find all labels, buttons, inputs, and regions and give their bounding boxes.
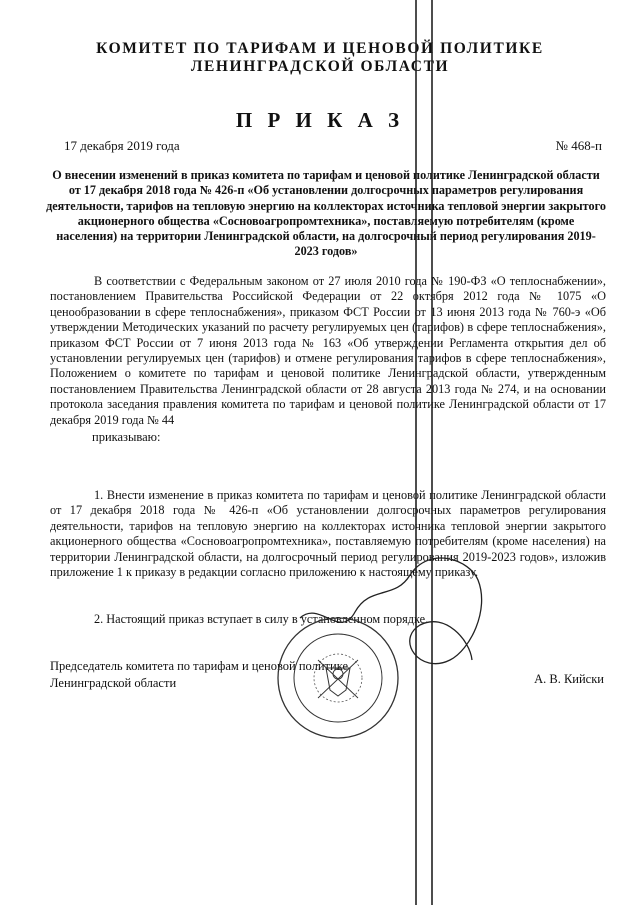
handwritten-signature: [300, 558, 482, 664]
document-date: 17 декабря 2019 года: [64, 138, 180, 153]
preamble-paragraph: В соответствии с Федеральным законом от 27 июля 2010 года № 190-ФЗ «О теплоснабжении», постановлением Правительства Российской Федерации от 22 октября 2012 года № 1075 «О ценообразовании в сфере теплоснабжения», приказом ФСТ России от 13 июня 2013 года № 760-э «Об утверждении Методических указаний по расчету регулируемых цен (тарифов) в сфере теплоснабжения», приказом ФСТ России от 7 июня 2013 года № 163 «Об утверждении Регламента открытия дел об установлении регулируемых цен (тарифов) и отмене регулирования тарифов в сфере теплоснабжения», Положением о комитете по тарифам и ценовой политике Ленинградской области, утвержденным постановлением Правительства Ленинградской области от 28 августа 2013 года № 274, и на основании протокола заседания правления комитета по тарифам и ценовой политике Ленинградской области от 17 декабря 2019 года № 44: [50, 274, 606, 427]
org-name-line2: ЛЕНИНГРАДСКОЙ ОБЛАСТИ: [190, 58, 450, 75]
document-subject: О внесении изменений в приказ комитета по тарифам и ценовой политике Ленинградской области от 17 декабря 2018 года № 426-п «Об установлении долгосрочных параметров регулирования деятельности, тарифов на тепловую энергию на коллекторах источника тепловой энергии закрытого акционерного общества «Сосновоагропромтехника», поставляемую потребителям (кроме населения) на территории Ленинградской области, на долгосрочный период регулирования 2019-2023 годов»: [46, 168, 606, 259]
document-number: № 468-п: [555, 138, 602, 153]
signer-name: А. В. Кийски: [534, 672, 604, 686]
document-title: П Р И К А З: [235, 108, 405, 132]
org-name-line1: КОМИТЕТ ПО ТАРИФАМ И ЦЕНОВОЙ ПОЛИТИКЕ: [96, 40, 544, 57]
official-stamp: [278, 618, 398, 738]
order-item-1: 1. Внести изменение в приказ комитета по тарифам и ценовой политике Ленинградской области от 17 декабря 2018 года № 426-п «Об установлении долгосрочных параметров регулирования деятельности, тарифов на тепловую энергию на коллекторах источника тепловой энергии закрытого акционерного общества «Сосновоагропромтехника», поставляемую потребителям (кроме населения) на территории Ленинградской области, на долгосрочный период регулирования 2019-2023 годов», изложив приложение 1 к приказу в редакции согласно приложению к настоящему приказу.: [50, 488, 606, 580]
order-item-2: 2. Настоящий приказ вступает в силу в установленном порядке.: [94, 612, 429, 626]
orders-word: приказываю:: [92, 430, 161, 444]
signer-position: Председатель комитета по тарифам и ценовой политике Ленинградской области: [50, 659, 348, 690]
